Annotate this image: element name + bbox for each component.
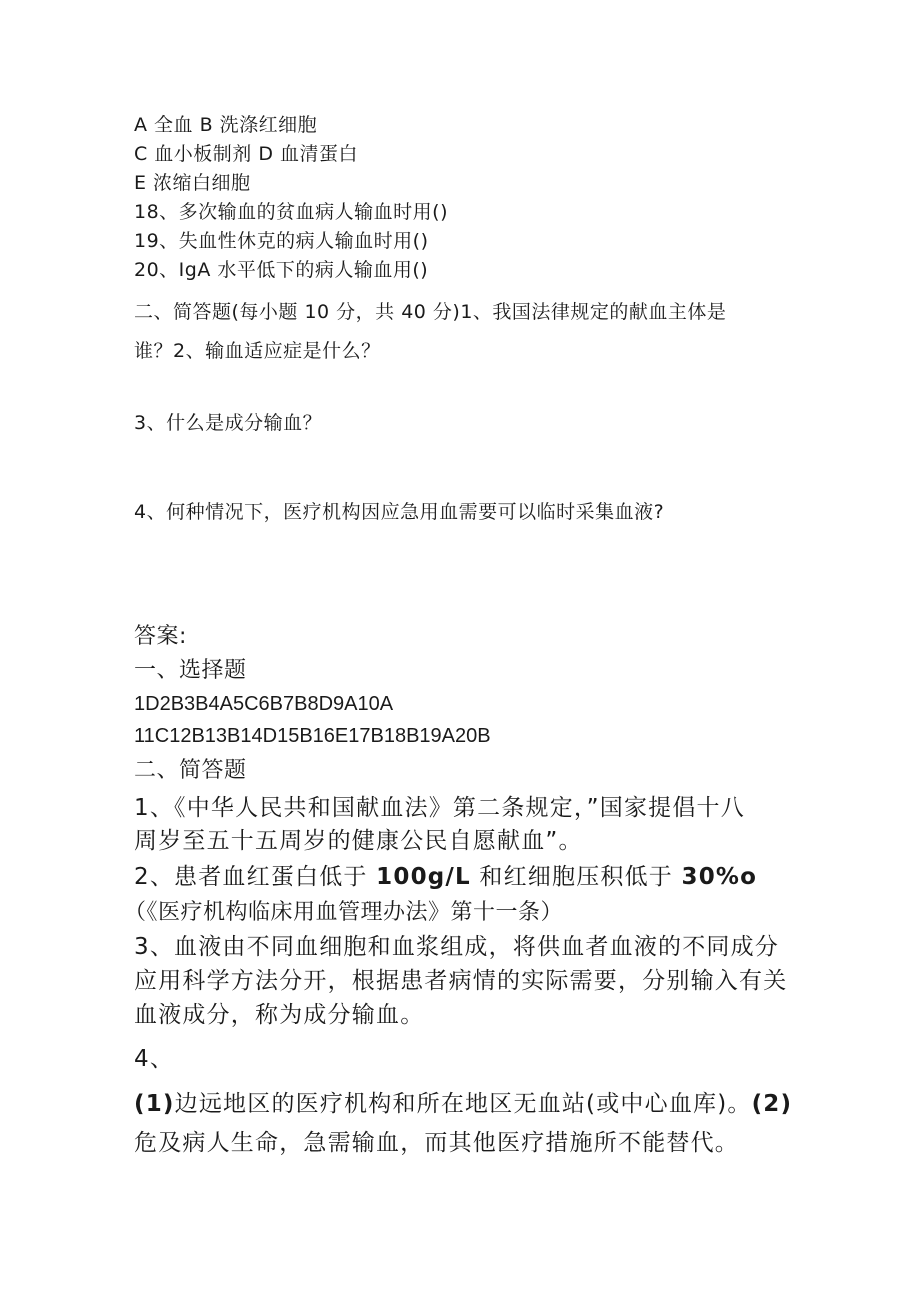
question-20: 20、IgA 水平低下的病人输血用()	[134, 259, 429, 281]
question-19: 19、失血性休克的病人输血时用()	[134, 230, 429, 252]
option-line-cd: C 血小板制剂 D 血清蛋白	[134, 143, 359, 165]
option-line-ab: A 全血 B 洗涤红细胞	[134, 114, 318, 136]
answer-2-text-mid: 和红细胞压积低于	[470, 864, 682, 890]
short-question-3: 3、什么是成分输血？	[134, 412, 323, 434]
answer-2-hemoglobin-value: 100g/L	[376, 864, 471, 890]
answer-4-line2: 危及病人生命，急需输血，而其他医疗措施所不能替代。	[134, 1130, 739, 1156]
question-18: 18、多次输血的贫血病人输血时用()	[134, 201, 449, 223]
answer-3-line3: 血液成分，称为成分输血。	[134, 1002, 425, 1028]
answer-1-line1: 1、《中华人民共和国献血法》第二条规定，”国家提倡十八	[134, 795, 745, 821]
answer-4-text-1: 边远地区的医疗机构和所在地区无血站(或中心血库)。	[174, 1091, 752, 1117]
answer-2-line1	[134, 866, 757, 889]
short-answer-heading-line2: 谁？2、输血适应症是什么？	[134, 340, 381, 362]
short-answer-heading-line1: 二、简答题(每小题 10 分，共 40 分)1、我国法律规定的献血主体是	[134, 301, 727, 323]
mc-answers-heading: 一、选择题	[134, 658, 247, 683]
answer-4-point-2: (2)	[751, 1091, 793, 1117]
answer-2-text-pre: 2、患者血红蛋白低于	[134, 864, 377, 890]
answer-3-line2: 应用科学方法分开，根据患者病情的实际需要，分别输入有关	[134, 968, 788, 994]
answer-3-line1: 3、血液由不同血细胞和血浆组成，将供血者血液的不同成分	[134, 934, 780, 960]
answer-2-hematocrit-value: 30%o	[681, 864, 758, 890]
answer-4-label: 4、	[134, 1046, 175, 1072]
answer-1-line2: 周岁至五十五周岁的健康公民自愿献血”。	[134, 828, 583, 854]
short-question-4: 4、何种情况下，医疗机构因应急用血需要可以临时采集血液?	[134, 501, 665, 523]
sa-answers-heading: 二、简答题	[134, 758, 247, 783]
answers-heading: 答案:	[134, 624, 187, 649]
mc-answers-line2: 11C12B13B14D15B16E17B18B19A20B	[134, 725, 491, 747]
mc-answers-line1: 1D2B3B4A5C6B7B8D9A10A	[134, 693, 394, 715]
answer-4-point-1: (1)	[134, 1091, 175, 1117]
option-line-e: E 浓缩白细胞	[134, 172, 251, 194]
answer-2-line2: （《医疗机构临床用血管理办法》第十一条）	[124, 900, 564, 925]
answer-4-line1	[134, 1093, 792, 1116]
